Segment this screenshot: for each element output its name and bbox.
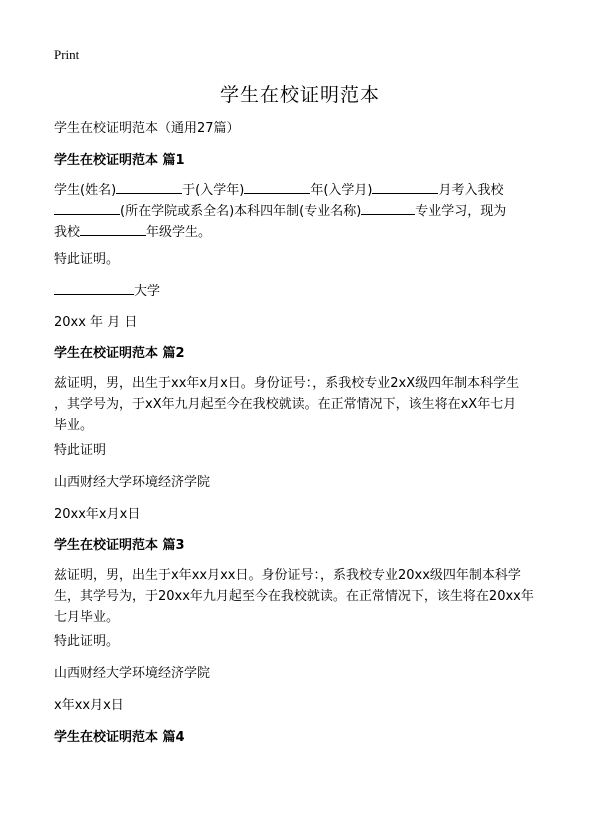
section-1-closing: 特此证明。: [54, 252, 120, 267]
section-3-issuer: 山西财经大学环境经济学院: [54, 666, 211, 681]
section-3-closing: 特此证明。: [54, 634, 120, 649]
blank-field: [54, 281, 134, 295]
section-3-line-3: 七月毕业。: [54, 610, 120, 625]
section-3-heading: 学生在校证明范本 篇3: [54, 538, 185, 553]
section-3-line-1: 兹证明，男，出生于x年xx月xx日。身份证号：，系我校专业20xx级四年制本科学: [54, 568, 521, 583]
blank-field: [372, 180, 438, 194]
section-2-body: [54, 373, 554, 436]
blank-field: [80, 222, 146, 236]
section-3-body: [54, 565, 554, 628]
section-1-line-2: (所在学院或系全名)本科四年制(专业名称) 专业学习，现为: [54, 201, 554, 222]
print-link[interactable]: Print: [54, 47, 80, 62]
section-1-body: [54, 180, 554, 243]
blank-field: [361, 201, 415, 215]
blank-field: [116, 180, 182, 194]
section-2-heading: 学生在校证明范本 篇2: [54, 346, 185, 361]
section-3-line-2: 生，其学号为，于20xx年九月起至今在我校就读。在正常情况下，该生将在20xx年: [54, 589, 534, 604]
section-1-line-3: 我校 年级学生。: [54, 222, 554, 243]
section-2-issuer: 山西财经大学环境经济学院: [54, 475, 211, 490]
section-1-date: 20xx 年 月 日: [54, 315, 138, 330]
section-2-line-2: ，其学号为，于xX年九月起至今在我校就读。在正常情况下，该生将在xX年七月: [54, 397, 517, 412]
page-title: 学生在校证明范本: [219, 84, 380, 106]
document-subtitle: 学生在校证明范本（通用27篇）: [54, 121, 240, 136]
section-2-date: 20xx年x月x日: [54, 507, 141, 522]
section-1-heading: 学生在校证明范本 篇1: [54, 153, 185, 168]
section-2-line-3: 毕业。: [54, 418, 94, 433]
blank-field: [54, 201, 120, 215]
section-3-date: x年xx月x日: [54, 698, 124, 713]
section-1-line-1: 学生(姓名) 于(入学年) 年(入学月) 月考入我校: [54, 180, 554, 201]
section-1-university: 大学: [54, 281, 554, 302]
section-2-closing: 特此证明: [54, 443, 107, 458]
blank-field: [244, 180, 310, 194]
section-2-line-1: 兹证明，男，出生于xx年x月x日。身份证号：，系我校专业2xX级四年制本科学生: [54, 376, 520, 391]
section-4-heading: 学生在校证明范本 篇4: [54, 730, 185, 745]
